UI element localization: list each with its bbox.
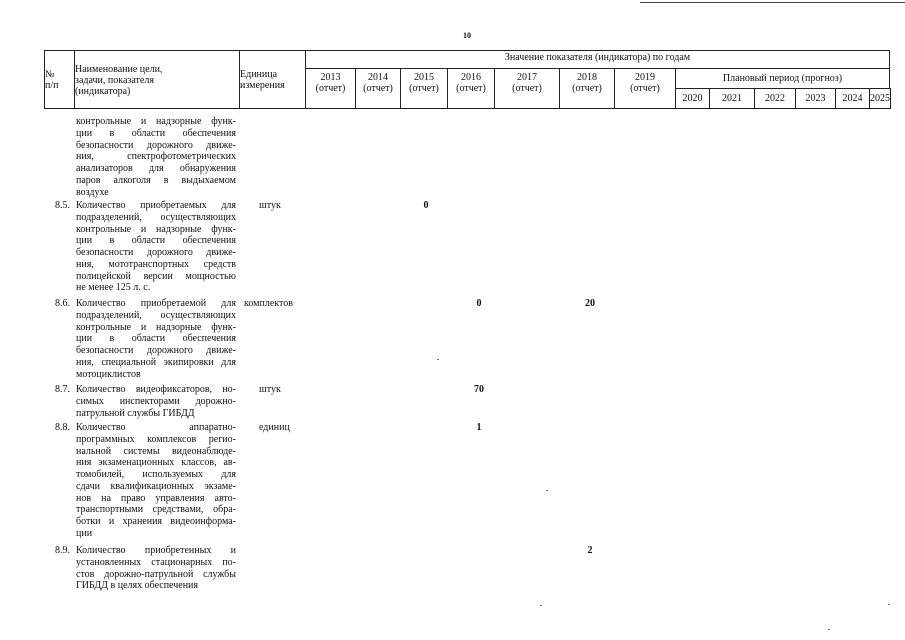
header-plan-period: Плановый период (прогноз) [675, 68, 890, 89]
header-year-2013: 2013 (отчет) [305, 68, 356, 109]
header-year-2019: 2019 (отчет) [614, 68, 676, 109]
header-year-2018: 2018 (отчет) [559, 68, 615, 109]
row-number: 8.8. [55, 422, 70, 433]
header-num: № п/п [44, 50, 75, 109]
row-description-line: подразделений, осуществляющих [76, 309, 236, 321]
row-value-2018: 20 [585, 298, 595, 309]
row-description-line: подразделений, осуществляющих [76, 211, 236, 223]
header-year-2015: 2015 (отчет) [400, 68, 448, 109]
row-value-2016: 70 [474, 384, 484, 395]
header-values-by-year: Значение показателя (индикатора) по годам [305, 50, 890, 69]
row-number: 8.6. [55, 298, 70, 309]
header-plan-year-2025: 2025 [869, 88, 891, 109]
row-description-line: безопасности дорожного движе- [76, 345, 236, 356]
row-description-line: ботки и хранения видеоинформа- [76, 516, 236, 527]
header-plan-year-2024: 2024 [835, 88, 870, 109]
row-description [76, 116, 236, 198]
row-description-line: ния, специальной экипировки для [76, 356, 236, 368]
row-unit: штук [259, 200, 281, 211]
header-year-2016: 2016 (отчет) [447, 68, 495, 109]
row-description [76, 298, 236, 380]
row-description-line: контрольные и надзорные функ- [76, 116, 236, 127]
row-description-line: безопасности дорожного движе- [76, 247, 236, 258]
row-description-line: мотоциклистов [76, 368, 141, 380]
header-year-2014: 2014 (отчет) [355, 68, 401, 109]
scan-speck [546, 490, 548, 491]
scan-speck [888, 604, 890, 605]
scan-speck [828, 629, 830, 630]
header-name: Наименование цели, задачи, показателя (индикатора) [74, 50, 240, 109]
row-value-2016: 0 [476, 298, 482, 309]
row-description-line: ния, спектрофотометрических [76, 151, 236, 163]
page-number: 10 [463, 31, 471, 40]
row-description-line: Количество приобретаемых для [76, 200, 236, 211]
row-value-2015: 0 [423, 200, 429, 211]
row-description-line: нальной системы видеонаблюде- [76, 445, 236, 457]
row-description-line: паров алкоголя в выдыхаемом [76, 174, 236, 186]
row-number: 8.7. [55, 384, 70, 395]
table-header [44, 50, 890, 109]
header-plan-year-2020: 2020 [675, 88, 710, 109]
row-unit: штук [259, 384, 281, 395]
row-number: 8.9. [55, 545, 70, 556]
row-description-line: безопасности дорожного движе- [76, 139, 236, 151]
row-description [76, 200, 236, 294]
row-description-line: полицейской версии мощностью [76, 270, 236, 282]
row-number: 8.5. [55, 200, 70, 211]
row-value-2016: 1 [476, 422, 482, 433]
header-plan-year-2021: 2021 [709, 88, 755, 109]
row-description-line: Количество видеофиксаторов, но- [76, 384, 236, 395]
top-rule [640, 2, 905, 3]
header-plan-year-2022: 2022 [754, 88, 796, 109]
row-description [76, 545, 236, 592]
row-description-line: программных комплексов регио- [76, 433, 236, 445]
row-description-line: Количество приобретенных и [76, 545, 236, 556]
header-plan-year-2023: 2023 [795, 88, 836, 109]
row-description-line: симых инспекторами дорожно- [76, 395, 236, 407]
row-description-line: сдачи квалификационных экзаме- [76, 480, 236, 492]
row-description-line: Количество приобретаемой для [76, 298, 236, 309]
row-description-line: нов на право управления авто- [76, 492, 236, 504]
row-description-line: воздухе [76, 186, 109, 198]
row-description-line: транспортными средствами, обра- [76, 504, 236, 516]
row-description-line: анализаторов для обнаружения [76, 163, 236, 174]
row-description-line: ния, мототранспортных средств [76, 258, 236, 270]
row-description-line: установленных стационарных по- [76, 556, 236, 568]
row-description-line: Количество аппаратно- [76, 422, 236, 433]
header-year-2017: 2017 (отчет) [494, 68, 560, 109]
row-description-line: ния экзаменационных классов, ав- [76, 457, 236, 469]
row-description-line: ции в области обеспечения [76, 235, 236, 247]
row-description [76, 384, 236, 419]
row-description-line: не менее 125 л. с. [76, 282, 151, 294]
row-description-line: ГИБДД в целях обеспечения [76, 580, 199, 592]
row-value-2018: 2 [587, 545, 593, 556]
row-description-line: стов дорожно-патрульной службы [76, 568, 236, 580]
row-description-line: контрольные и надзорные функ- [76, 321, 236, 333]
row-unit: единиц [259, 422, 290, 433]
row-description-line: ции [76, 527, 93, 539]
row-description-line: патрульной службы ГИБДД [76, 407, 195, 419]
header-unit: Единица измерения [239, 50, 306, 109]
row-description-line: контрольные и надзорные функ- [76, 223, 236, 235]
scan-speck [437, 359, 439, 360]
row-description [76, 422, 236, 540]
row-unit: комплектов [244, 298, 293, 309]
row-description-line: ции в области обеспечения [76, 333, 236, 345]
row-description-line: томобилей, используемых для [76, 469, 236, 480]
scan-speck [540, 605, 542, 606]
row-description-line: ции в области обеспечения [76, 127, 236, 139]
